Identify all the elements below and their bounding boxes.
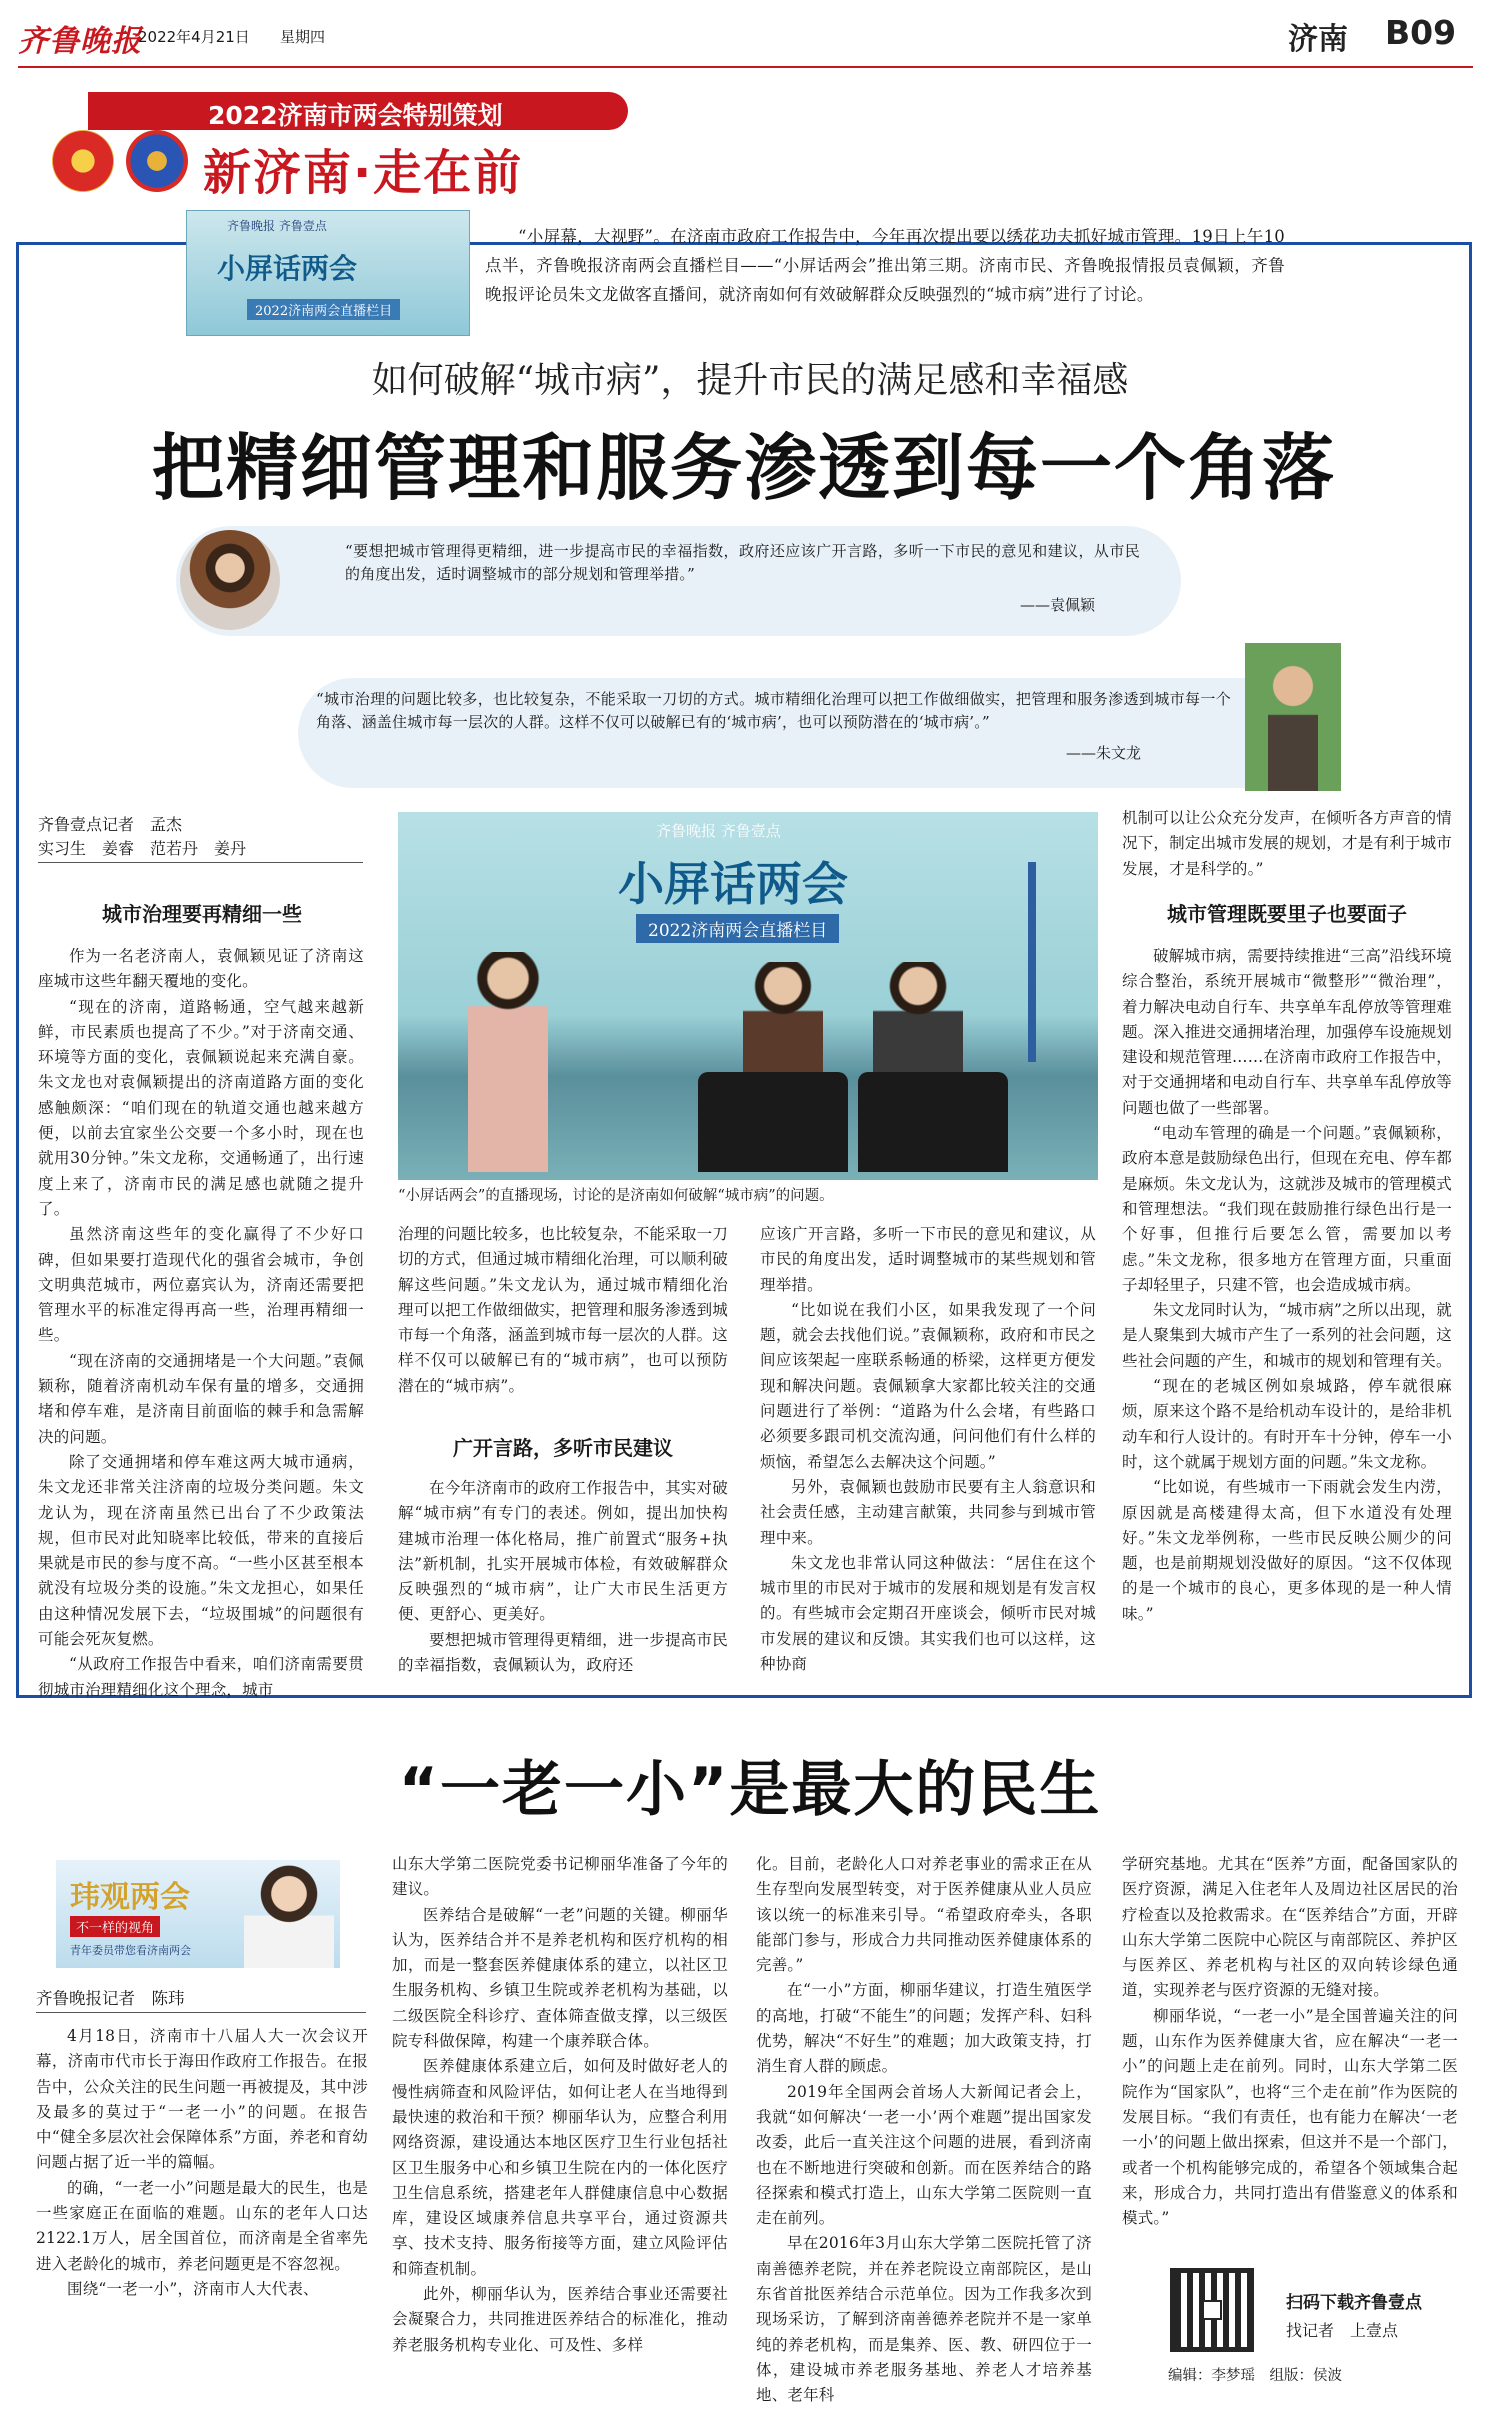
- studio-chair-left: [698, 1072, 848, 1172]
- badge-column-sub: 不一样的视角: [70, 1916, 160, 1937]
- paragraph: 2019年全国两会首场人大新闻记者会上，我就“如何解决‘一老一小’两个难题”提出国家发改委，此后一直关注这个问题的进展，看到济南也在不断地进行突破和创新。而在医养结合的路径探索和模式打造上，山东大学第二医院则一直走在前列。: [756, 2082, 1092, 2228]
- paragraph: 应该广开言路，多听一下市民的意见和建议，从市民的角度出发，适时调整城市的某些规划和管理举措。: [760, 1225, 1096, 1294]
- paragraph: 围绕“一老一小”，济南市人大代表、: [67, 2279, 319, 2298]
- paragraph: 虽然济南这些年的变化赢得了不少好口碑，但如果要打造现代化的强省会城市，争创文明典范城市，两位嘉宾认为，济南还需要把管理水平的标准定得再高一些，治理再精细一些。: [38, 1225, 364, 1345]
- heading-city-governance: 城市治理要再精细一些: [102, 902, 302, 926]
- special-banner-text: 2022济南市两会特别策划: [208, 101, 503, 130]
- cppcc-emblem-icon: [126, 130, 188, 192]
- paragraph: “从政府工作报告中看来，咱们济南需要贯彻城市治理精细化这个理念，城市: [38, 1655, 364, 1699]
- quote-yuan-author: ——袁佩颖: [1020, 596, 1096, 614]
- badge-title: 小屏话两会: [217, 252, 358, 285]
- program-badge: [186, 210, 470, 336]
- top-column-1: [38, 944, 364, 1703]
- bottom-byline: 齐鲁晚报记者 陈玮: [36, 1989, 185, 2008]
- paragraph: 另外，袁佩颖也鼓励市民要有主人翁意识和社会责任感，主动建言献策，共同参与到城市管理中来。: [760, 1477, 1096, 1547]
- bottom-column-4: [1122, 1852, 1458, 2231]
- bottom-title: “一老一小”是最大的民生: [398, 1755, 1102, 1825]
- paragraph: 化。目前，老龄化人口对养老事业的需求正在从生存型向发展型转变，对于医养健康从业人员应该以统一的标准来引导。“希望政府牵头，各职能部门参与，形成合力共同推动医养健康体系的完善。”: [756, 1855, 1092, 1975]
- masthead: [18, 10, 1473, 62]
- top-column-2: [398, 1222, 728, 1399]
- top-column-3: [760, 1222, 1096, 1677]
- paragraph: 破解城市病，需要持续推进“三高”沿线环境综合整治，系统开展城市“微整形”“微治理”，着力解决电动自行车、共享单车乱停放等管理难题。深入推进交通拥堵治理，加强停车设施规划建设和规范管理……在济南市政府工作报告中，对于交通拥堵和电动自行车、共享单车乱停放等问题也做了一些部署。: [1122, 947, 1452, 1117]
- host-figure: [468, 952, 548, 1172]
- badge-brand: 齐鲁晚报 齐鲁壹点: [227, 219, 327, 233]
- badge-column-line: 青年委员带您看济南两会: [70, 1944, 191, 1957]
- issue-date: 2022年4月21日: [138, 28, 250, 46]
- top-byline-interns: 实习生 姜睿 范若丹 姜丹: [38, 839, 247, 858]
- top-column-2b: [398, 1476, 728, 1678]
- photo-caption: “小屏话两会”的直播现场，讨论的是济南如何破解“城市病”的问题。: [398, 1188, 834, 1204]
- page-number: B09: [1385, 13, 1457, 52]
- zhu-wenlong-portrait: [1245, 643, 1341, 791]
- paragraph: 医养结合是破解“一老”问题的关键。柳丽华认为，医养结合并不是养老机构和医疗机构的相加，而是一整套医养健康体系的建立，以社区卫生服务机构、乡镇卫生院或养老机构为基础，以二级医院全科诊疗、查体筛查做支撑，以三级医院专科做保障，构建一个康养联合体。: [392, 1905, 728, 2051]
- paragraph: “现在的老城区例如泉城路，停车就很麻烦，原来这个路不是给机动车设计的，是给非机动车和行人设计的。有时开车十分钟，停车一小时，这个就属于规划方面的问题。”朱文龙称。: [1122, 1377, 1452, 1471]
- bottom-column-2: [392, 1852, 728, 2358]
- paragraph: 朱文龙同时认为，“城市病”之所以出现，就是人聚集到大城市产生了一系列的社会问题，这些社会问题的产生，和城市的规划和管理有关。: [1122, 1301, 1452, 1370]
- lead-paragraph: “小屏幕，大视野”。在济南市政府工作报告中，今年再次提出要以绣花功夫抓好城市管理。19日上午10点半，齐鲁晚报济南两会直播栏目——“小屏话两会”推出第三期。济南市民、齐鲁晚报情报员袁佩颖，齐鲁晚报评论员朱文龙做客直播间，就济南如何有效破解群众反映强烈的“城市病”进行了讨论。: [485, 227, 1285, 304]
- quote-yuan-text: “要想把城市管理得更精细，进一步提高市民的幸福指数，政府还应该广开言路，多听一下市民的意见和建议，从市民的角度出发，适时调整城市的部分规划和管理举措。”: [345, 542, 1140, 583]
- yuan-peiying-portrait: [180, 530, 280, 630]
- bottom-column-1: [36, 2024, 368, 2302]
- column-badge: [56, 1860, 340, 1968]
- paragraph: “现在济南的交通拥堵是一个大问题。”袁佩颖称，随着济南机动车保有量的增多，交通拥堵和停车难，是济南目前面临的棘手和急需解决的问题。: [38, 1351, 364, 1446]
- studio-photo: [398, 812, 1098, 1180]
- qr-text-contact: 找记者 上壹点: [1286, 2321, 1399, 2340]
- qr-text-download: 扫码下载齐鲁壹点: [1286, 2293, 1422, 2313]
- paragraph: 作为一名老济南人，袁佩颖见证了济南这座城市这些年翻天覆地的变化。: [38, 947, 364, 991]
- paragraph: 学研究基地。尤其在“医养”方面，配备国家队的医疗资源，满足入住老年人及周边社区居民的治疗检查以及抢救需求。在“医养结合”方面，开辟山东大学第二医院中心院区与南部院区、养护区与医养区、养老机构与社区的双向转诊绿色通道，实现养老与医疗资源的无缝对接。: [1122, 1855, 1458, 2000]
- reporter-portrait: [244, 1862, 334, 1968]
- quote-zhu-text: “城市治理的问题比较多，也比较复杂，不能采取一刀切的方式。城市精细化治理可以把工作做细做实，把管理和服务渗透到城市每一个角落、涵盖住城市每一层次的人群。这样不仅可以破解已有的‘城市病’，也可以预防潜在的‘城市病’。”: [316, 690, 1231, 731]
- photo-sub: 2022济南两会直播栏目: [636, 914, 839, 943]
- paragraph: 机制可以让公众充分发声，在倾听各方声音的情况下，制定出城市发展的规划，才是有利于城市发展，才是科学的。”: [1122, 809, 1452, 878]
- paragraph: 朱文龙也非常认同这种做法：“居住在这个城市里的市民对于城市的发展和规划是有发言权的。有些城市会定期召开座谈会，倾听市民对城市发展的建议和反馈。其实我们也可以这样，这种协商: [760, 1553, 1096, 1674]
- paragraph: 4月18日，济南市十八届人大一次会议开幕，济南市代市长于海田作政府工作报告。在报告中，公众关注的民生问题一再被提及，其中涉及最多的莫过于“一老一小”的问题。在报告中“健全多层次社会保障体系”方面，养老和育幼问题占据了近一半的篇幅。: [36, 2027, 368, 2172]
- paragraph: 要想把城市管理得更精细，进一步提高市民的幸福指数，袁佩颖认为，政府还: [398, 1630, 728, 1675]
- quote-zhu-author: ——朱文龙: [1066, 744, 1142, 762]
- badge-column-title: 玮观两会: [70, 1880, 190, 1915]
- paragraph: 除了交通拥堵和停车难这两大城市通病，朱文龙还非常关注济南的垃圾分类问题。朱文龙认为，现在济南虽然已出台了不少政策法规，但市民对此知晓率比较低，带来的直接后果就是市民的参与度不高。“一些小区甚至根本就没有垃圾分类的设施。”朱文龙担心，如果任由这种情况发展下去，“垃圾围城”的问题很有可能会死灰复燃。: [38, 1452, 364, 1649]
- top-column-4-intro: [1122, 806, 1452, 882]
- heading-open-channels: 广开言路，多听市民建议: [453, 1436, 673, 1460]
- paragraph: “比如说在我们小区，如果我发现了一个问题，就会去找他们说。”袁佩颖称，政府和市民之间应该架起一座联系畅通的桥梁，这样更方便发现和解决问题。袁佩颖拿大家都比较关注的交通问题进行了举例：“道路为什么会堵，有些路口必须要多跟司机交流沟通，问问他们有什么样的烦恼，希望怎么去解决这个问题。”: [760, 1300, 1096, 1471]
- tv-tower-graphic: [1028, 862, 1036, 1062]
- header-rule: [18, 66, 1473, 68]
- section-name: 济南: [1288, 22, 1348, 57]
- special-banner: [88, 92, 628, 130]
- newspaper-logo: 齐鲁晚报: [18, 24, 142, 59]
- badge-sub: 2022济南两会直播栏目: [247, 299, 400, 320]
- byline-rule: [38, 862, 363, 863]
- paragraph: 的确，“一老一小”问题是最大的民生，也是一些家庭正在面临的难题。山东的老年人口达2122.1万人，居全国首位，而济南是全省率先进入老龄化的城市，养老问题更是不容忽视。: [36, 2178, 368, 2273]
- paragraph: 在“一小”方面，柳丽华建议，打造生殖医学的高地，打破“不能生”的问题；发挥产科、妇科优势，解决“不好生”的难题；加大政策支持，打消生育人群的顾虑。: [756, 1981, 1092, 2076]
- paragraph: “电动车管理的确是一个问题。”袁佩颖称，政府本意是鼓励绿色出行，但现在充电、停车都是麻烦。朱文龙认为，这就涉及城市的管理模式和管理想法。“我们现在鼓励推行绿色出行是一个好事，但推行后要怎么管，需要加以考虑。”朱文龙称，很多地方在管理方面，只重面子却轻里子，只建不管，也会造成城市病。: [1122, 1124, 1452, 1294]
- top-byline-reporter: 齐鲁壹点记者 孟杰: [38, 815, 183, 834]
- editor-credit: 编辑：李梦瑶 组版：侯波: [1168, 2368, 1342, 2384]
- paragraph: 柳丽华说，“一老一小”是全国普遍关注的问题，山东作为医养健康大省，应在解决“一老一小”的问题上走在前列。同时，山东大学第二医院作为“国家队”，也将“三个走在前”作为医院的发展目标。“我们有责任，也有能力在解决‘一老一小’的问题上做出探索，但这并不是一个部门，或者一个机构能够完成的，希望各个领域集合起来，形成合力，共同打造出有借鉴意义的体系和模式。”: [1122, 2006, 1458, 2228]
- bottom-column-3: [756, 1852, 1092, 2409]
- studio-chair-right: [858, 1072, 1008, 1172]
- zhu-wenlong-figure: [1268, 663, 1318, 791]
- paragraph: “现在的济南，道路畅通，空气越来越新鲜，市民素质也提高了不少。”对于济南交通、环境等方面的变化，袁佩颖说起来充满自豪。朱文龙也对袁佩颖提出的济南道路方面的变化感触颇深：“咱们现在的轨道交通也越来越方便，以前去宜家坐公交要一个多小时，现在也就用30分钟。”朱文龙称，交通畅通了，出行速度上来了，济南市民的满足感也就随之提升了。: [38, 997, 364, 1218]
- photo-title: 小屏话两会: [618, 857, 848, 911]
- national-emblem-icon: [52, 130, 114, 192]
- paragraph: 此外，柳丽华认为，医养结合事业还需要社会凝聚合力，共同推进医养结合的标准化，推动养老服务机构专业化、可及性、多样: [392, 2285, 728, 2354]
- paragraph: 治理的问题比较多，也比较复杂，不能采取一刀切的方式，但通过城市精细化治理，可以顺利破解这些问题。”朱文龙认为，通过城市精细化治理可以把工作做细做实，把管理和服务渗透到城市每一个角落，涵盖到城市每一层次的人群。这样不仅可以破解已有的“城市病”，也可以预防潜在的“城市病”。: [398, 1225, 728, 1395]
- feature-title: 把精细管理和服务渗透到每一个角落: [151, 426, 1336, 510]
- heading-city-management: 城市管理既要里子也要面子: [1167, 902, 1407, 926]
- issue-weekday: 星期四: [280, 28, 326, 46]
- qr-center-logo: [1202, 2300, 1222, 2320]
- paragraph: “比如说，有些城市一下雨就会发生内涝，原因就是高楼建得太高，但下水道没有处理好。”朱文龙举例称，一些市民反映公厕少的问题，也是前期规划没做好的原因。“这不仅体现的是一个城市的良心，更多体现的是一种人情味。”: [1122, 1478, 1452, 1623]
- slogan: 新济南·走在前: [203, 145, 524, 201]
- paragraph: 医养健康体系建立后，如何及时做好老人的慢性病筛查和风险评估，如何让老人在当地得到最快速的救治和干预？柳丽华认为，应整合利用网络资源，建设通达本地区医疗卫生行业包括社区卫生服务中心和乡镇卫生院在内的一体化医疗卫生信息系统，搭建老年人群健康信息中心数据库，建设区域康养信息共享平台，通过资源共享、技术支持、服务衔接等方面，建立风险评估和筛查机制。: [392, 2057, 728, 2278]
- bottom-byline-rule: [36, 2012, 366, 2013]
- photo-brand: 齐鲁晚报 齐鲁壹点: [656, 822, 781, 840]
- top-column-4: [1122, 944, 1452, 1627]
- paragraph: 山东大学第二医院党委书记柳丽华准备了今年的建议。: [392, 1855, 728, 1899]
- qr-code[interactable]: [1170, 2268, 1254, 2352]
- paragraph: 早在2016年3月山东大学第二医院托管了济南善德养老院，并在养老院设立南部院区，是山东省首批医养结合示范单位。因为工作我多次到现场采访，了解到济南善德养老院并不是一家单纯的养老机构，而是集养、医、教、研四位于一体，建设城市养老服务基地、养老人才培养基地、老年科: [756, 2234, 1092, 2405]
- feature-subtitle: 如何破解“城市病”，提升市民的满足感和幸福感: [371, 360, 1129, 401]
- paragraph: 在今年济南市的政府工作报告中，其实对破解“城市病”有专门的表述。例如，提出加快构建城市治理一体化格局，推广前置式“服务+执法”新机制，扎实开展城市体检，有效破解群众反映强烈的“城市病”，让广大市民生活更方便、更舒心、更美好。: [398, 1479, 728, 1624]
